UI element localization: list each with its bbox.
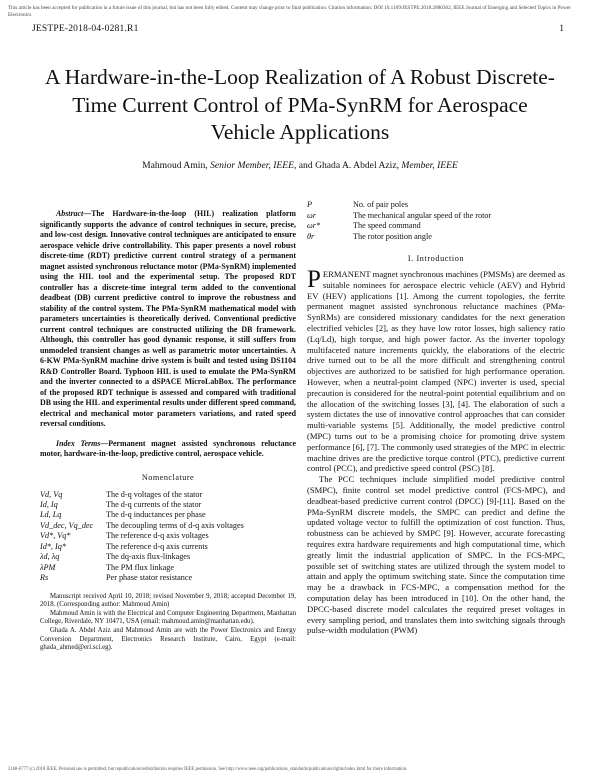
author-1-name: Mahmoud Amin, xyxy=(142,160,208,171)
nomenclature-description: No. of pair poles xyxy=(353,200,409,209)
copyright-footer: 2168-6777 (c) 2018 IEEE. Personal use is permitted, but republication/redistribution requires IEEE permission. See http://www.ieee.org/publications_standards/publications/rights/index.html for more information. xyxy=(8,767,408,772)
footnote-author-2: Ghada A. Abdel Aziz and Mahmoud Amin are with the Power Electronics and Energy Conversion Department, Electronics Research Institute, Cairo, Egypt (e-mail: ghada_ahmed@eri.sci.eg). xyxy=(40,626,296,652)
publication-notice: This article has been accepted for publication in a future issue of this journal, but has not been fully edited. Content may change prior to final publication. Citation information: DOI 10.1109/JESTPE.2018.2880362, IEEE Journal of Emerging and Selected Topics in Power Electronics xyxy=(8,5,571,18)
footnote-author-1: Mahmoud Amin is with the Electrical and Computer Engineering Department, Manhattan College, Riverdale, NY 10471, USA (email: mahmoud.amin@manhattan.edu). xyxy=(40,609,296,626)
author-2-membership: Member, IEEE xyxy=(401,160,458,171)
nomenclature-symbol: Vd, Vq xyxy=(40,489,63,499)
author-2-name: Ghada A. Abdel Aziz, xyxy=(315,160,399,171)
nomenclature-item xyxy=(40,521,296,531)
nomenclature-symbol: Id*, Iq* xyxy=(40,541,66,551)
index-terms xyxy=(40,439,296,460)
introduction-heading: I. Introduction xyxy=(407,254,465,263)
left-column xyxy=(40,209,296,653)
intro-paragraph-1 xyxy=(307,266,565,474)
footnote-manuscript: Manuscript received April 10, 2018; revised November 9, 2018; accepted December 19, 2018. (Corresponding author: Mahmoud Amin) xyxy=(40,592,296,609)
nomenclature-heading: Nomenclature xyxy=(141,472,195,482)
nomenclature-description: The d-q inductances per phase xyxy=(106,510,206,520)
author-line xyxy=(40,160,560,171)
nomenclature-item xyxy=(307,200,565,211)
nomenclature-list xyxy=(40,490,296,584)
nomenclature-symbol: λd, λq xyxy=(40,552,60,562)
nomenclature-symbol: ωr xyxy=(307,210,316,220)
intro-paragraph-1-text: ERMANENT magnet synchronous machines (PMSMs) are deemed as suitable nominees for aerospace electric vehicle (AEV) and Hybrid EV (HEV) applications [1]. Among the current topologies, the ferrite permanent magnet assisted synchronous reluctance machines (PMa-SynRMs) are considered missionary candidates for the next generation electrified vehicles [2], as they have low rotor losses, high saliency ratio (Lq/Ld), high torque, and high power factor. As the inverter topology multifaceted nature increments quickly, the elaborations of the electric drive turned out to be all the more difficult and strengthening control objectives are authorized to be satisfied for high performance operation. However, when a neutral-point clamped (NPC) inverter is used, special precaution is considered for the neutral-point potential equilibrium and on the allocation of the switching losses [3], [4]. The elaboration of such a system dictates the use of innovative control approaches that can consider multi-variable systems [5]. Additionally, the model predictive control (MPC) turns out to be a promising choice for promoting drive system performance [6], [7]. The commonly used strategies of the MPC in electric machine drives are the predictive torque control (PTC), predictive current control (PCC), and predictive speed control (PSC) [8]. xyxy=(307,269,565,474)
nomenclature-symbol: λPM xyxy=(40,562,56,572)
nomenclature-description: The speed command xyxy=(353,221,421,230)
nomenclature-description: The decoupling terms of d-q axis voltages xyxy=(106,520,244,530)
nomenclature-description: The dq-axis flux-linkages xyxy=(106,552,191,562)
nomenclature-item xyxy=(40,510,296,520)
nomenclature-list-continued xyxy=(307,200,565,242)
nomenclature-symbol: Vd*, Vq* xyxy=(40,531,71,541)
nomenclature-item xyxy=(40,542,296,552)
page-number: 1 xyxy=(559,24,564,34)
right-column xyxy=(307,200,565,636)
nomenclature-description: The mechanical angular speed of the rotor xyxy=(353,210,492,220)
abstract xyxy=(40,209,296,430)
nomenclature-description: The rotor position angle xyxy=(353,231,432,241)
nomenclature-description: The reference d-q axis voltages xyxy=(106,531,209,541)
intro-paragraph-2: The PCC techniques include simplified model predictive control (SMPC), finite control set model predictive control (FCS-MPC), and deadbeat-based predictive current control (DPCC) [9]-[11]. Based on the PMa-SynRM discrete models, the SMPC can predict and define the updated voltage vector to fulfill the optimization of cost function. Thus, robustness can be achieved by SMPC [9]. However, accurate forecasting requires extra hardware requirements and high computational time, which greatly limit the industrial application of SMPC. In the FCS-MPC, possible set of switching states are utilized through the system model to attain and apply the optimum switching state. Since the computation time may be a drawback in FCS-MPC, a compensation method for the computation delay has been introduced in [10]. On the other hand, the DPCC-based discrete model calculates the required preset voltages in every sampling period, and translates them into switching signals through pulse-width modulation (PWM) xyxy=(307,474,565,636)
nomenclature-description: Per phase stator resistance xyxy=(106,573,193,583)
index-terms-text: —Permanent magnet assisted synchronous reluctance motor, hardware-in-the-loop, predictive control, aerospace vehicle. xyxy=(40,438,296,458)
paper-id: JESTPE-2018-04-0281.R1 xyxy=(32,24,139,34)
paper-title: A Hardware-in-the-Loop Realization of A Robust Discrete-Time Current Control of PMa-SynRM for Aerospace Vehicle Applications xyxy=(45,65,555,144)
introduction-body xyxy=(307,266,565,636)
nomenclature-description: The PM flux linkage xyxy=(106,562,174,572)
nomenclature-symbol: θr xyxy=(307,231,315,241)
drop-cap: P xyxy=(307,266,321,293)
nomenclature-item xyxy=(40,500,296,510)
nomenclature-item xyxy=(40,531,296,541)
nomenclature-item xyxy=(307,232,565,243)
nomenclature-item xyxy=(307,221,565,232)
nomenclature-item xyxy=(40,490,296,500)
author-connector: and xyxy=(298,160,313,171)
nomenclature-item xyxy=(40,563,296,573)
author-1-membership: Senior Member, IEEE, xyxy=(210,160,297,171)
nomenclature-symbol: Vd_dec, Vq_dec xyxy=(40,520,94,530)
abstract-text: —The Hardware-in-the-loop (HIL) realization platform significantly supports the advance of control techniques in secure, precise, and low-cost design. Innovative control techniques are anticipated to ensure aerospace vehicle drive controllability. This paper presents a novel robust discrete-time (RDT) predictive current control strategy of a permanent magnet assisted synchronous reluctance motor (PMa-SynRM) implemented using the HIL tool and the experimental setup. The proposed RDT controller has a discrete-time integral term added to the conventional deadbeat (DB) current predictive control to improve the robustness and stability of the control system. The PMa-SynRM mathematical model with parameters uncertainties is theoretically derived. Conventional predictive current control techniques are constructed utilizing the DB framework. Although, this controller has good dynamic response, it still suffers from unmodeled transient changes as well as parametric motor uncertainties. A 6-KW PMa-SynRM machine drive system is built and tested using DS1104 R&D Controller Board. Typhoon HIL is used to emulate the PMa-SynRM and the inverter connected to a dSPACE MicroLabBox. The performance of the proposed RDT technique is assessed and compared with traditional DB using the HIL and experimental results under different speed command, electrical and mechanical motor parameters variations, and rated speed reversal conditions. xyxy=(40,209,296,428)
nomenclature-description: The d-q voltages of the stator xyxy=(106,489,203,499)
nomenclature-description: The reference d-q axis currents xyxy=(106,541,208,551)
nomenclature-symbol: P xyxy=(307,200,313,209)
nomenclature-item xyxy=(40,573,296,583)
nomenclature-item xyxy=(307,211,565,222)
nomenclature-symbol: Rs xyxy=(40,573,49,583)
nomenclature-symbol: Ld, Lq xyxy=(40,510,62,520)
nomenclature-symbol: ωr* xyxy=(307,221,321,230)
abstract-label: Abstract xyxy=(56,209,84,218)
nomenclature-item xyxy=(40,552,296,562)
nomenclature-description: The d-q currents of the stator xyxy=(106,499,202,509)
nomenclature-symbol: Id, Iq xyxy=(40,499,58,509)
index-terms-label: Index Terms xyxy=(56,438,101,448)
